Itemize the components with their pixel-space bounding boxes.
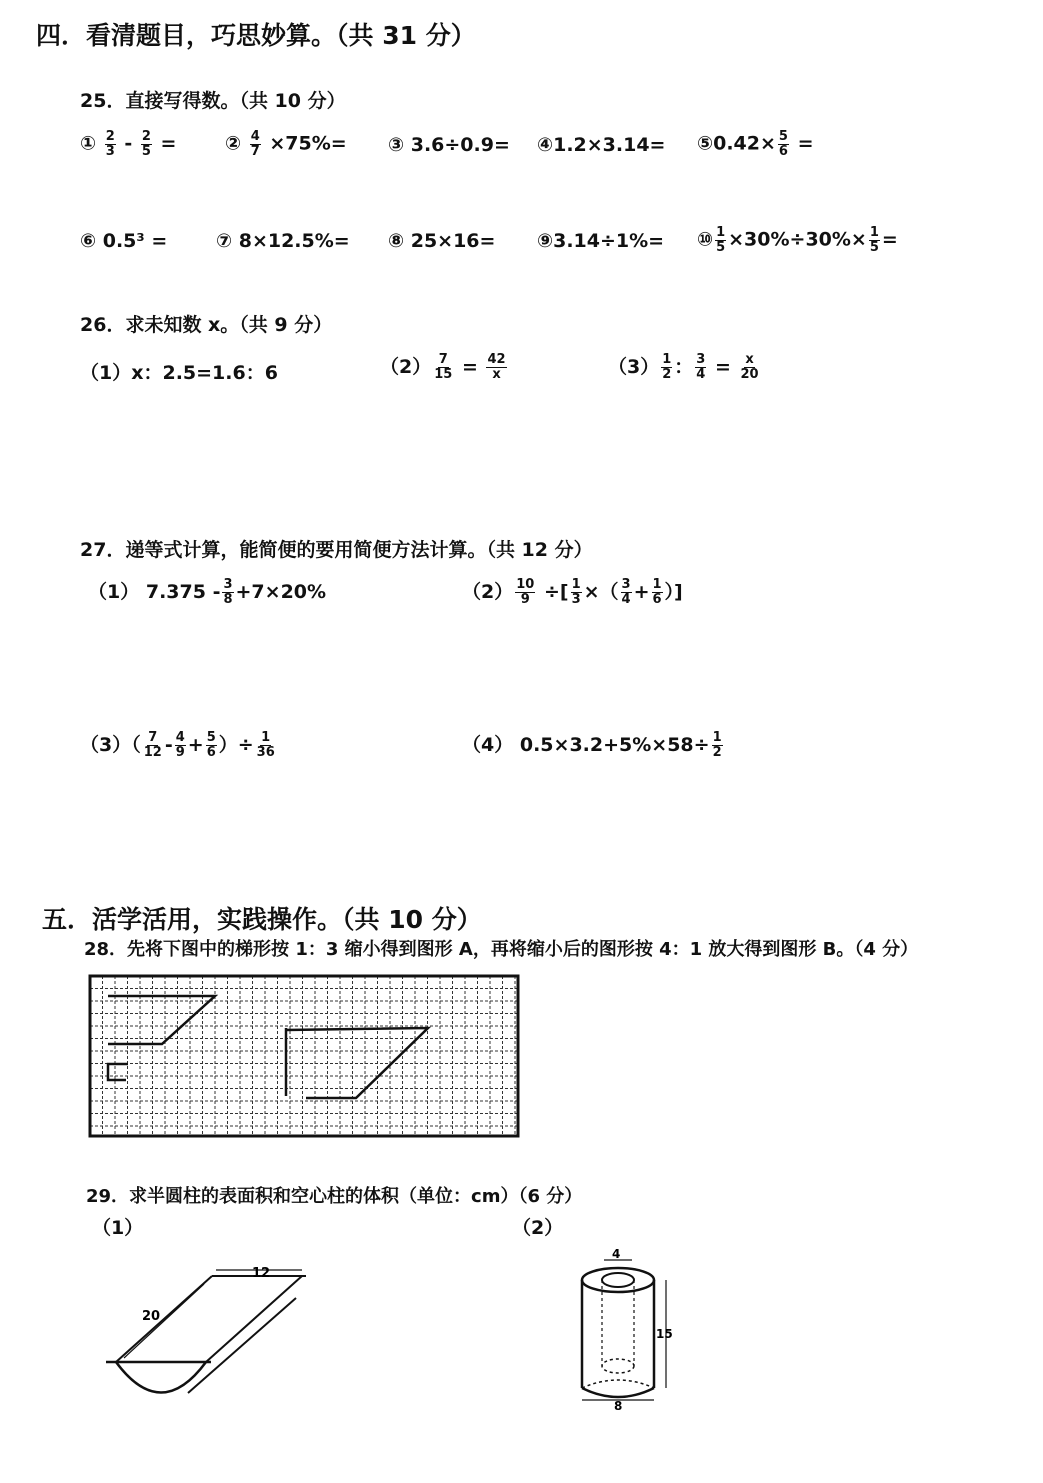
section-4-title: 四．看清题目，巧思妙算。（共 31 分） xyxy=(36,21,476,50)
fraction xyxy=(105,130,116,158)
height-label: 15 xyxy=(656,1327,673,1341)
q26-part-1: （1）x：2.5=1.6：6 xyxy=(80,362,278,384)
denominator: x xyxy=(492,367,501,382)
item-expression: 8×12.5%= xyxy=(238,230,350,252)
denominator: 8 xyxy=(223,592,233,607)
item-mark: ⑨ xyxy=(537,230,554,252)
q27-part-1 xyxy=(88,577,326,607)
item-mark: ⑤ xyxy=(697,132,714,155)
part-expression: 0.5×3.2+5%×58÷ xyxy=(519,734,710,756)
width-label: 12 xyxy=(252,1266,271,1281)
item-mark: ④ xyxy=(537,134,554,156)
numerator: 1 xyxy=(571,577,581,593)
fraction xyxy=(206,731,217,759)
part-label: （3） xyxy=(608,356,660,378)
q29-title: 29．求半圆柱的表面积和空心柱的体积（单位：cm）（6 分） xyxy=(86,1186,583,1207)
fraction xyxy=(256,731,276,759)
q27-part-3 xyxy=(80,730,278,760)
operator: ）÷ xyxy=(218,734,254,756)
item-expression: 1.2×3.14= xyxy=(553,134,666,156)
fraction xyxy=(141,130,152,158)
fraction xyxy=(712,731,723,759)
part-label: （1） xyxy=(88,581,140,603)
item-mark: ⑩ xyxy=(697,228,714,251)
fraction xyxy=(515,578,535,606)
numerator: 1 xyxy=(662,352,672,368)
fraction xyxy=(571,578,582,606)
denominator: 5 xyxy=(869,239,879,255)
numerator: 7 xyxy=(438,352,448,368)
q25-item-1: ① $\frac{2}{3}$ - $\frac{2}{5}$ = xyxy=(80,129,177,159)
q25-title: 25．直接写得数。（共 10 分） xyxy=(80,90,346,112)
numerator: 4 xyxy=(250,129,260,144)
q25-item-9 xyxy=(537,230,664,252)
q26-title: 26．求未知数 x。（共 9 分） xyxy=(80,314,333,336)
q29-figure-2-label: （2） xyxy=(512,1217,564,1239)
grid-border xyxy=(90,976,518,1136)
denominator: 3 xyxy=(105,143,115,159)
denominator: 7 xyxy=(250,143,260,159)
item-expression: 3.14÷1%= xyxy=(553,230,665,252)
item-expression: 0.5³ = xyxy=(102,230,168,252)
numerator: 10 xyxy=(516,577,535,593)
denominator: 20 xyxy=(740,367,759,382)
bottom-diameter-label: 8 xyxy=(614,1399,623,1410)
hollow-cylinder-figure xyxy=(570,1240,690,1410)
q25-item-4 xyxy=(537,134,665,156)
denominator: 4 xyxy=(696,367,706,382)
numerator: 5 xyxy=(206,730,216,746)
numerator: 3 xyxy=(621,577,631,593)
item-mark: ⑥ xyxy=(80,230,97,252)
numerator: 4 xyxy=(175,730,185,746)
q25-item-5: ⑤0.42× $\frac{5}{6}$ = xyxy=(697,129,814,159)
numerator: 5 xyxy=(778,129,788,144)
fraction xyxy=(486,353,506,381)
fraction xyxy=(250,130,261,158)
q25-item-10: ⑩ $\frac{1}{5}$ ×30%÷30%× $\frac{1}{5}$ = xyxy=(697,225,898,255)
fraction xyxy=(661,353,672,381)
fraction xyxy=(695,353,706,381)
fraction xyxy=(175,731,186,759)
item-mark: ③ xyxy=(388,134,405,156)
part-label: （4） xyxy=(462,734,514,756)
part-expression: +7×20% xyxy=(235,581,327,603)
fraction xyxy=(143,731,163,759)
length-label: 20 xyxy=(142,1309,161,1324)
denominator: 3 xyxy=(571,592,581,607)
numerator: 1 xyxy=(716,225,726,240)
denominator: 6 xyxy=(652,592,662,607)
operator: + xyxy=(187,734,204,756)
q25-item-2 xyxy=(225,130,347,158)
part-label: （2） xyxy=(380,356,432,378)
q28-grid-figure xyxy=(88,974,520,1138)
operator: ×（ xyxy=(583,581,619,603)
numerator: 1 xyxy=(261,730,271,746)
item-mark: ⑧ xyxy=(388,230,405,252)
numerator: 2 xyxy=(105,129,115,144)
q27-part-4 xyxy=(462,730,725,760)
denominator: 5 xyxy=(716,239,726,255)
numerator: 1 xyxy=(652,577,662,593)
numerator: 3 xyxy=(223,577,233,593)
fraction xyxy=(433,353,453,381)
fraction xyxy=(222,578,233,606)
item-expression: 3.6÷0.9= xyxy=(410,134,510,156)
fraction xyxy=(652,578,663,606)
numerator: 1 xyxy=(712,730,722,746)
q25-item-6 xyxy=(80,230,167,252)
denominator: 6 xyxy=(206,745,216,760)
section-5-title: 五．活学活用，实践操作。（共 10 分） xyxy=(42,905,482,934)
drawn-shape-small xyxy=(108,1064,128,1080)
item-mark: ⑦ xyxy=(216,230,233,252)
denominator: 5 xyxy=(141,143,151,159)
denominator: 2 xyxy=(712,745,722,760)
operator: - xyxy=(164,734,173,756)
denominator: 36 xyxy=(256,745,275,760)
q25-item-3 xyxy=(388,134,510,156)
item-mark: ② xyxy=(225,132,242,155)
denominator: 9 xyxy=(520,592,530,607)
denominator: 2 xyxy=(662,367,672,382)
operator: ）] xyxy=(664,581,683,603)
half-cylinder-figure xyxy=(96,1258,326,1418)
part-label: （3）（ xyxy=(80,734,141,756)
numerator: 1 xyxy=(869,225,879,240)
numerator: x xyxy=(745,352,754,368)
denominator: 15 xyxy=(434,367,453,382)
fraction xyxy=(715,226,726,254)
denominator: 4 xyxy=(621,592,631,607)
q27-title: 27．递等式计算，能简便的要用简便方法计算。（共 12 分） xyxy=(80,539,593,561)
part-label: （2） xyxy=(462,581,514,603)
fraction xyxy=(869,226,880,254)
fraction xyxy=(740,353,760,381)
numerator: 2 xyxy=(141,129,151,144)
item-mark: ① xyxy=(80,132,97,155)
item-expression: ×30%÷30%× xyxy=(728,228,867,251)
denominator: 6 xyxy=(778,143,788,159)
numerator: 3 xyxy=(696,352,706,368)
q27-part-2 xyxy=(462,577,683,607)
q25-item-7 xyxy=(216,230,350,252)
denominator: 12 xyxy=(143,745,162,760)
q25-item-8 xyxy=(388,230,495,252)
numerator: 7 xyxy=(148,730,158,746)
q26-part-3: （3） $\frac{1}{2}$ ： $\frac{3}{4}$ = $\frac{x}{20}$ xyxy=(608,352,759,382)
top-diameter-label: 4 xyxy=(612,1247,621,1261)
item-expression: 25×16= xyxy=(410,230,496,252)
numerator: 42 xyxy=(487,352,506,368)
fraction xyxy=(621,578,632,606)
q26-part-2: （2） $\frac{7}{15}$ = $\frac{42}{x}$ xyxy=(380,352,506,382)
denominator: 9 xyxy=(175,745,185,760)
part-expression: 7.375 - xyxy=(145,581,221,603)
trapezoid-original xyxy=(108,996,215,1044)
fraction xyxy=(778,130,789,158)
item-expression: 0.42× xyxy=(713,132,776,155)
q29-figure-1-label: （1） xyxy=(92,1217,144,1239)
operator: + xyxy=(633,581,650,603)
item-expression: ×75%= xyxy=(269,132,347,155)
q28-title: 28．先将下图中的梯形按 1：3 缩小得到图形 A，再将缩小后的图形按 4：1 放大得到图形 B。（4 分） xyxy=(84,939,919,960)
operator: ÷[ xyxy=(543,581,569,603)
